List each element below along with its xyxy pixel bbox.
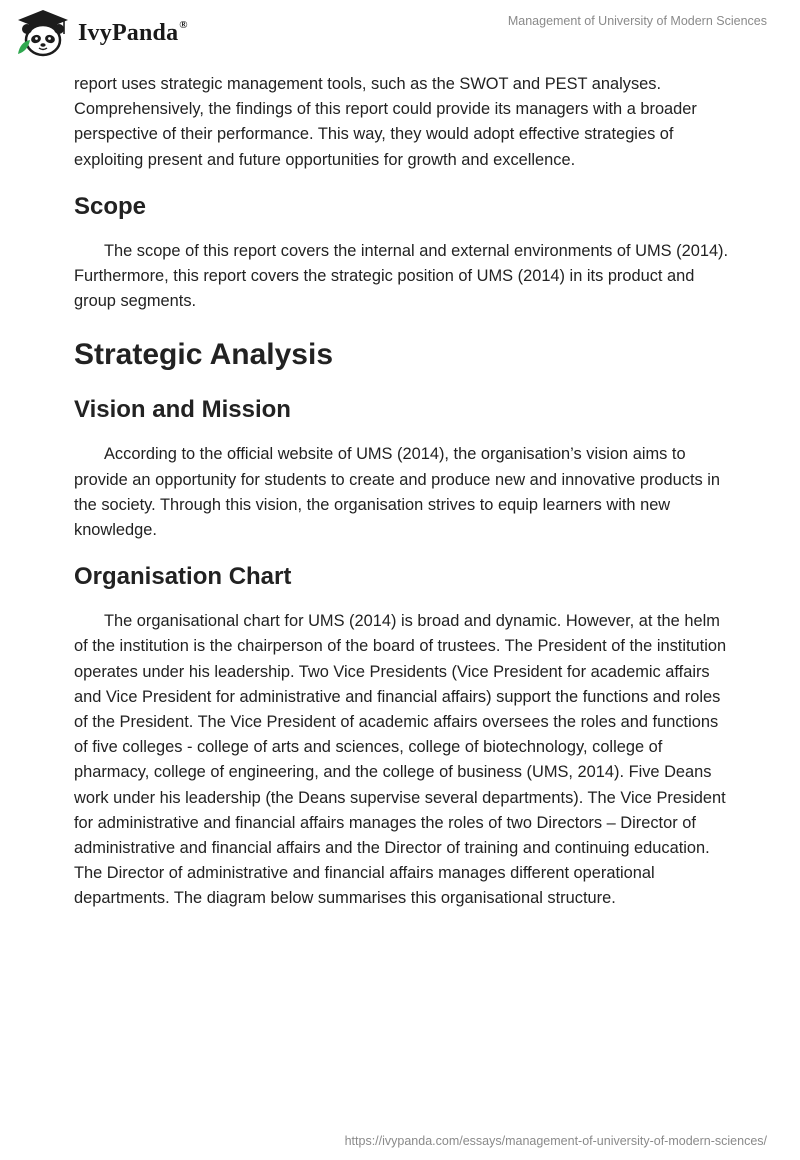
vision-paragraph: According to the official website of UMS (2014), the organisation’s vision aims to provide an opportunity for students to create and produce new and innovative products in the society. Through this vision, the organisation strives to equip learners with new knowledge.	[74, 445, 721, 540]
scope-paragraph: The scope of this report covers the internal and external environments of UMS (2014). Furthermore, this report covers the strategic position of UMS (2014) in its product and group segments.	[74, 241, 729, 311]
document-title: Management of University of Modern Sciences	[507, 14, 767, 28]
brand-name: IvyPanda®	[78, 19, 188, 46]
essay-content	[74, 72, 734, 912]
page-header	[0, 0, 800, 70]
ivypanda-logo[interactable]	[14, 8, 188, 58]
organisation-paragraph: The organisational chart for UMS (2014) is broad and dynamic. However, at the helm of the institution is the chairperson of the board of trustees. The President of the institution operates under his leadership. Two Vice Presidents (Vice President for academic affairs and Vice President for administrative and financial affairs) support the functions and roles of the President. The Vice President of academic affairs oversees the roles and functions of five colleges - college of arts and sciences, college of biotechnology, college of pharmacy, college of engineering, and the college of business (UMS, 2014). Five Deans work under his leadership (the Deans supervise several departments). The Vice President for administrative and financial affairs manages the roles of two Directors – Director of administrative and financial affairs and the Director of training and continuing education. The Director of administrative and financial affairs manages different operational departments. The diagram below summarises this organisational structure.	[74, 612, 727, 908]
strategic-analysis-heading: Strategic Analysis	[74, 338, 333, 372]
vision-mission-heading: Vision and Mission	[74, 396, 291, 424]
source-url[interactable]: https://ivypanda.com/essays/management-of-university-of-modern-sciences/	[344, 1134, 767, 1148]
organisation-chart-heading: Organisation Chart	[74, 563, 292, 591]
panda-graduate-icon	[14, 8, 72, 58]
scope-heading: Scope	[74, 192, 147, 220]
intro-paragraph: report uses strategic management tools, such as the SWOT and PEST analyses. Comprehensively, the findings of this report could provide its managers with a broader perspective of their performance. This way, they would adopt effective strategies of exploiting present and future opportunities for growth and excellence.	[74, 75, 697, 169]
